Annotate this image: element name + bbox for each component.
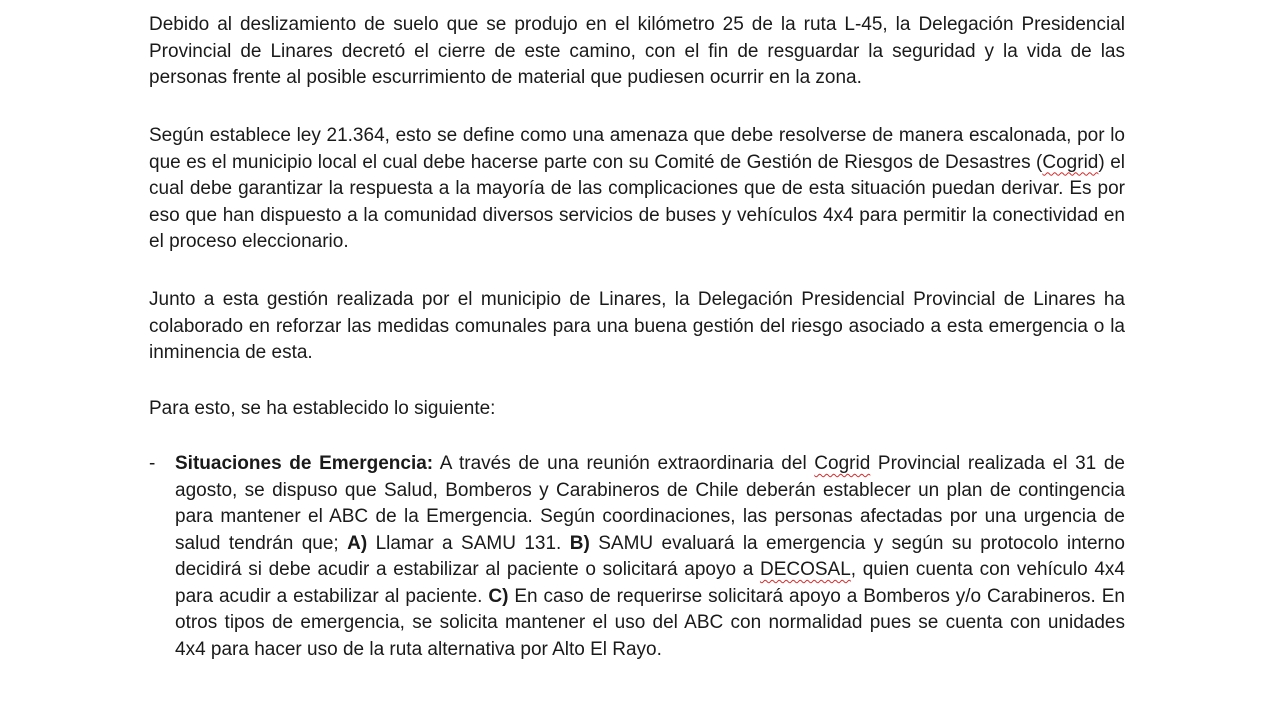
list-text-part: , quien cuenta con vehículo 4x4 para acudir a estabilizar al paciente. <box>175 559 1126 607</box>
paragraph-text: Junto a esta gestión realizada por el municipio de Linares, la Delegación Presidencial Provincial de Linares ha colaborado en reforzar las medidas comunales para una buena gestión del riesgo asociado a esta emergencia o la inminencia de esta. <box>149 289 1125 363</box>
paragraph-text-start: Según establece ley 21.364, esto se define como una amenaza que debe resolverse de manera escalonada, por lo que es el municipio local el cual debe hacerse parte con su Comité de Gestión de Riesgos de Desastres ( <box>149 125 1125 173</box>
list-item-text <box>175 451 1125 663</box>
paragraph-text: Debido al deslizamiento de suelo que se produjo en el kilómetro 25 de la ruta L-45, la Delegación Presidencial Provincial de Linares decretó el cierre de este camino, con el fin de resguardar la seguridad y la vida de las personas frente al posible escurrimiento de material que pudiesen ocurrir en la zona. <box>149 14 1125 88</box>
spellcheck-flagged-word[interactable]: DECOSAL <box>759 559 851 580</box>
paragraph-law-21364 <box>149 123 1125 256</box>
step-label-c: C) <box>488 585 509 607</box>
step-label-a: A) <box>347 532 368 554</box>
list-text-part: A través de una reunión extraordinaria del <box>433 453 815 474</box>
paragraph-text-end: ) el cual debe garantizar la respuesta a la mayoría de las complicaciones que de esta situación puedan derivar. Es por eso que han dispuesto a la comunidad diversos servicios de buses y vehículos 4x4 para permitir la conectividad en el proceso eleccionario. <box>149 151 1125 252</box>
list-text-part: Provincial realizada el 31 de agosto, se dispuso que Salud, Bomberos y Carabineros de Chile deberán establecer un plan de contingencia para mantener el ABC de la Emergencia. Según coordinaciones, las personas afectadas por una urgencia de salud tendrán que; <box>175 453 1125 554</box>
paragraph-text: Para esto, se ha establecido lo siguiente: <box>149 398 496 419</box>
paragraph-municipal-management <box>149 287 1125 367</box>
bullet-dash-icon: - <box>149 453 156 474</box>
spellcheck-flagged-word[interactable]: Cogrid <box>814 453 871 474</box>
spellcheck-flagged-word[interactable]: Cogrid <box>1042 151 1099 173</box>
paragraph-landslide-closure <box>149 12 1125 92</box>
paragraph-intro-list <box>149 396 1125 423</box>
list-text-part: En caso de requerirse solicitará apoyo a Bomberos y/o Carabineros. En otros tipos de emergencia, se solicita mantener el uso del ABC con normalidad pues se cuenta con unidades 4x4 para hacer uso de la ruta alternativa por Alto El Rayo. <box>175 585 1125 660</box>
list-item-heading: Situaciones de Emergencia: <box>175 453 434 474</box>
step-label-b: B) <box>569 532 590 554</box>
list-item-emergency-situations <box>149 451 1125 691</box>
list-text-part: Llamar a SAMU 131. <box>367 532 570 554</box>
list-text-part: SAMU evaluará la emergencia y según su protocolo interno decidirá si debe acudir a estabilizar al paciente o solicitará apoyo a <box>175 532 1125 580</box>
